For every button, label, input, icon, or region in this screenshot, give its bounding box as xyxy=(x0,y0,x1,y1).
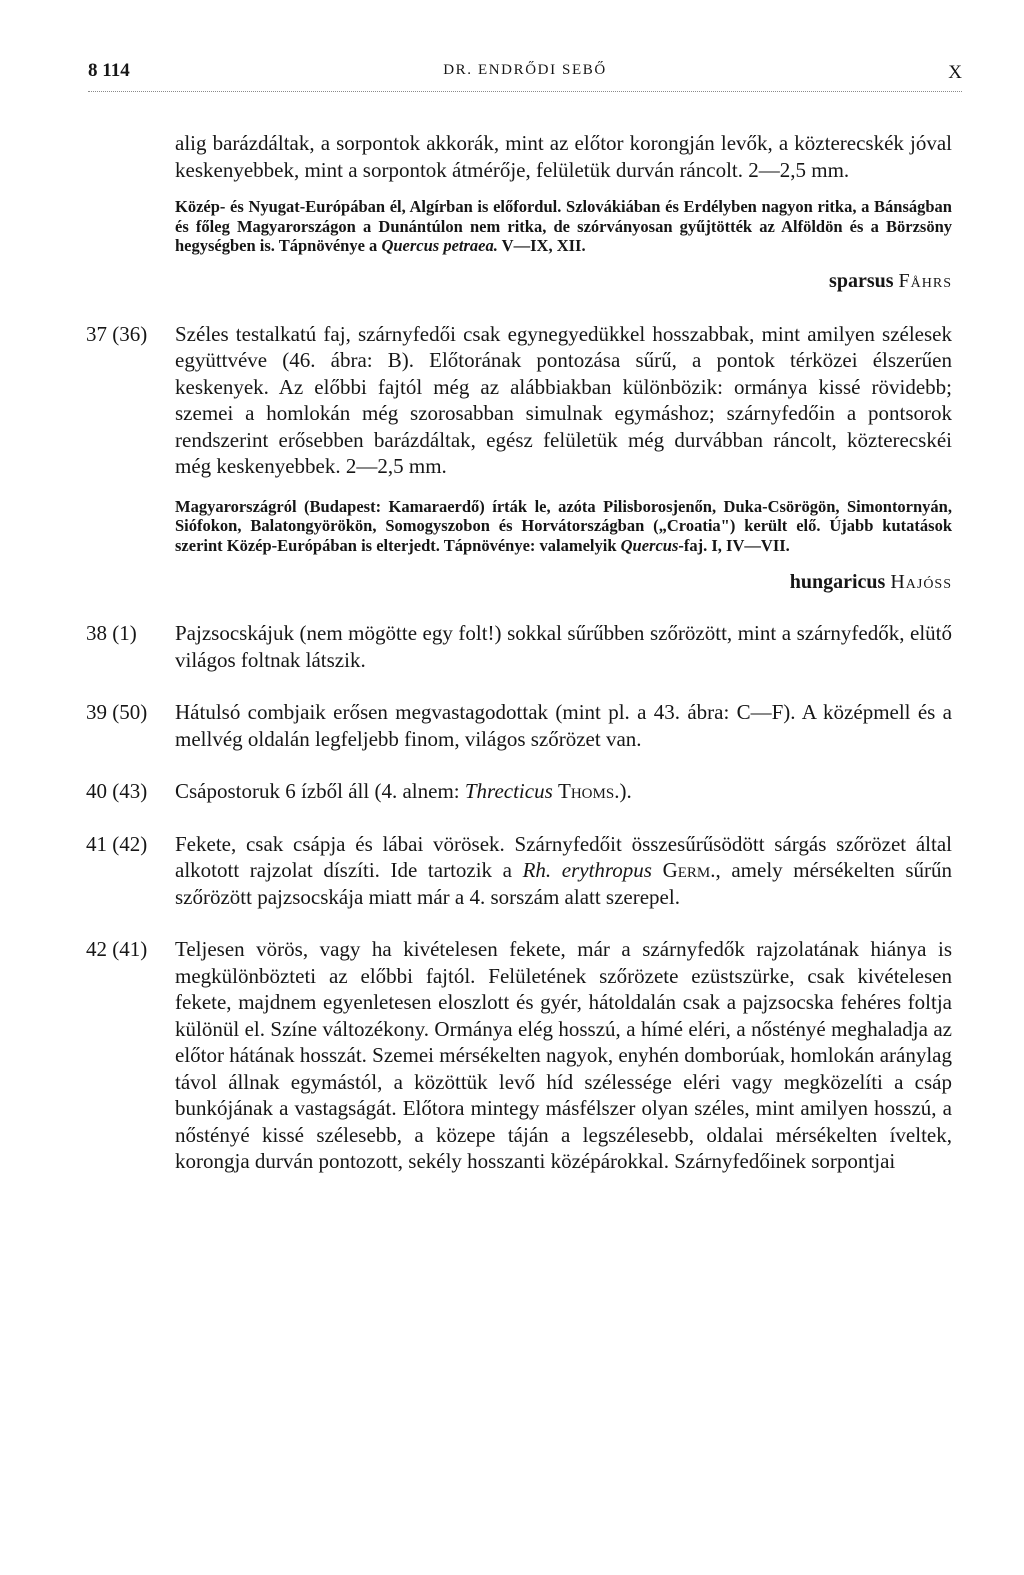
entry-text: Hátulsó combjaik erősen megvastagodottak (mint pl. a 43. ábra: C—F). A középmell és a mellvég oldalán legfeljebb finom, világos szőrözet van. xyxy=(175,700,952,751)
species-author: Fåhrs xyxy=(898,269,952,292)
subgenus-italic: Threcticus xyxy=(464,779,553,803)
key-entry-40 xyxy=(86,778,952,805)
entry-number: 37 (36) xyxy=(86,321,148,346)
species-name-hungaricus xyxy=(86,571,952,594)
page-header xyxy=(88,52,962,92)
note-genus-italic: Quercus xyxy=(620,535,679,555)
key-entry-39 xyxy=(86,699,952,752)
author-small-caps: Thoms xyxy=(558,779,615,803)
entry-number: 41 (42) xyxy=(86,831,148,856)
species-italic: Rh. erythropus xyxy=(522,858,652,882)
page-number: 8 114 xyxy=(88,60,130,81)
chapter-roman-numeral: X xyxy=(948,62,962,83)
entry-text xyxy=(175,778,952,805)
intro-paragraph: alig barázdáltak, a sorpontok akkorák, mint az előtor korongján levők, a közterecskék jóval keskenyebbek, mint a sorpontok átmérője, felületük durván ráncolt. 2—2,5 mm. xyxy=(175,131,952,182)
note-text: Közép- és Nyugat-Európában él, Algírban is előfordul. Szlovákiában és Erdélyben nagyon ritka, a Bánságban és főleg Magyarországon a Dunántúlon nem ritka, de szórványosan gyűjtötték az Alföldön és a Börzsöny hegységben is. Tápnövénye a xyxy=(175,197,952,255)
note-species-italic: Quercus petraea. xyxy=(381,236,498,255)
key-entry-41 xyxy=(86,831,952,911)
note-text: Magyarországról (Budapest: Kamaraerdő) írták le, azóta Pilisborosjenőn, Duka-Csörögön, Simontornyán, Siófokon, Balatongyörökön, Somogyszobon és Horvátországban („Croatia") került elő. Újabb kutatások szerint Közép-Európában is elterjedt. Tápnövénye: valamelyik xyxy=(175,496,952,555)
distribution-note-hungaricus xyxy=(175,497,952,556)
key-entry-37 xyxy=(86,321,952,480)
entry-number: 40 (43) xyxy=(86,779,148,803)
species-epithet: sparsus xyxy=(829,269,894,292)
entry-number: 42 (41) xyxy=(86,937,148,961)
entry-text-part: Csápostoruk 6 ízből áll (4. alnem: xyxy=(175,779,465,803)
entry-text: Széles testalkatú faj, szárnyfedői csak egynegyedükkel hosszabbak, mint amilyen szélesek együttvéve (46. ábra: B). Előtorának pontozása sűrű, a pontok térközei élszerűen keskenyek. Az előbbi fajtól még az alábbiakban különbözik: ormánya kissé rövidebb; szemei a homlokán még szorosabban simulnak egymáshoz; szárnyfedőin a pontsorok rendszerint erősebben barázdáltak, egész felületük még durvábban ráncolt, közterecskéi még keskenyebbek. 2—2,5 mm. xyxy=(175,321,952,478)
entry-number: 38 (1) xyxy=(86,621,137,645)
entry-text-end: .). xyxy=(614,779,632,803)
species-epithet: hungaricus xyxy=(789,571,886,593)
entry-text-end: ., amely mérsékelten sűrűn szőrözött pajzsocskája miatt már a 4. sorszám alatt szerepel. xyxy=(175,858,952,909)
header-rule xyxy=(88,91,962,92)
entry-text-part: Fekete, csak csápja és lábai vörösek. Szárnyfedőit összesűrűsödött sárgás szőrözet által alkotott rajzolat díszíti. Ide tartozik a xyxy=(175,831,952,882)
entry-text: Teljesen vörös, vagy ha kivételesen fekete, már a szárnyfedők rajzolatának hiánya is megkülönbözteti az előbbi fajtól. Felületének szőrözete ezüstszürke, csak kivételesen fekete, majdnem egyenletesen eloszlott és gyér, hátoldalán csak a pajzsocska fehéres foltja különül el. Színe változékony. Ormánya elég hosszú, a hímé eléri, a nőstényé meghaladja az előtor hátának hosszát. Szemei mérsékelten nagyok, enyhén domborúak, homlokán aránylag távol állnak egymástól, a közöttük levő híd szélessége eléri vagy megközelíti a csáp bunkójának a vastagságát. Előtora mintegy másfélszer olyan széles, mint amilyen hosszú, a nőstényé kissé szélesebb, a közepe táján a legszélesebb, oldalai mérsékelten íveltek, korongja durván pontozott, sekély hosszanti középárokkal. Szárnyfedőinek sorpontjai xyxy=(175,937,952,1173)
distribution-note-sparsus xyxy=(175,197,952,256)
note-text-end: V—IX, XII. xyxy=(497,236,586,255)
running-title: DR. ENDRŐDI SEBŐ xyxy=(443,62,607,78)
entry-number: 39 (50) xyxy=(86,700,148,724)
species-author: Hajóss xyxy=(890,571,952,593)
species-name-sparsus xyxy=(86,270,952,293)
entry-text xyxy=(175,831,952,911)
key-entry-38 xyxy=(86,620,952,673)
entry-text: Pajzsocskájuk (nem mögötte egy folt!) sokkal sűrűbben szőrözött, mint a szárnyfedők, elütő világos foltnak látszik. xyxy=(175,621,952,672)
page-content xyxy=(86,130,952,1175)
note-text-end: -faj. I, IV—VII. xyxy=(678,535,790,555)
author-small-caps: Germ xyxy=(662,858,711,882)
key-entry-42 xyxy=(86,936,952,1175)
